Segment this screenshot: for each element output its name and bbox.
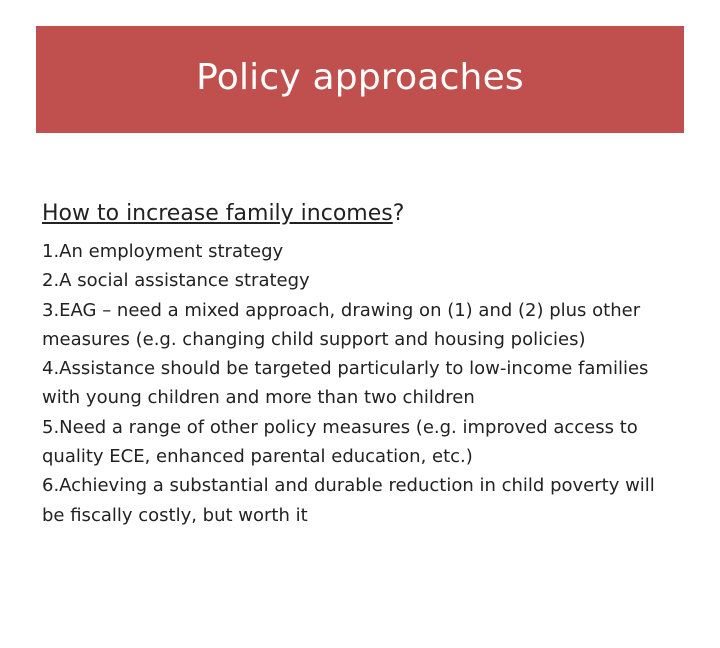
list-item: 1.An employment strategy <box>42 241 284 262</box>
list-item: 4.Assistance should be targeted particularly to low-income families with young children and more than two children <box>42 358 649 409</box>
list-item: 6.Achieving a substantial and durable reduction in child poverty will be fiscally costly, but worth it <box>42 475 655 526</box>
question-underlined-text: How to increase family incomes <box>42 201 393 226</box>
policy-list <box>42 237 678 530</box>
list-item: 3.EAG – need a mixed approach, drawing on (1) and (2) plus other measures (e.g. changing child support and housing policies) <box>42 299 641 350</box>
question-mark: ? <box>392 201 405 226</box>
title-banner <box>36 26 684 133</box>
slide-title: Policy approaches <box>196 57 524 98</box>
slide-content <box>42 197 678 530</box>
list-item: 5.Need a range of other policy measures (e.g. improved access to quality ECE, enhanced parental education, etc.) <box>42 416 638 468</box>
question-heading <box>42 197 678 231</box>
list-item: 2.A social assistance strategy <box>42 270 310 292</box>
